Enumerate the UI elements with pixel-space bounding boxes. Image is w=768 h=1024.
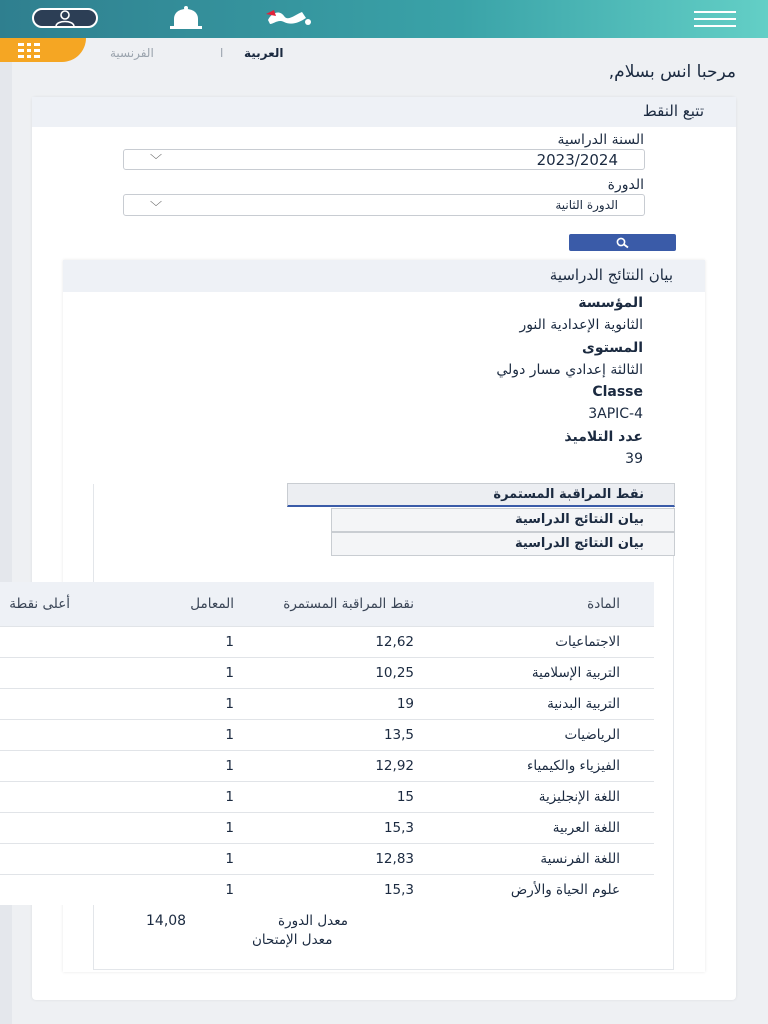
note-cell: 12,62 — [234, 627, 414, 658]
session-select[interactable] — [123, 194, 645, 216]
coefficient-cell: 1 — [70, 875, 234, 906]
table-row — [0, 751, 654, 782]
lang-french-link[interactable]: الفرنسية — [110, 46, 154, 60]
note-cell: 15,3 — [234, 813, 414, 844]
note-cell: 10,25 — [234, 658, 414, 689]
header-coefficient: المعامل — [70, 582, 234, 627]
note-cell: 12,92 — [234, 751, 414, 782]
top-bar — [0, 0, 768, 38]
grades-table — [0, 582, 654, 905]
table-row — [0, 782, 654, 813]
table-row — [0, 627, 654, 658]
coefficient-cell: 1 — [70, 751, 234, 782]
institution-label: المؤسسة — [578, 295, 643, 311]
subject-cell: اللغة العربية — [414, 813, 654, 844]
results-title: بيان النتائج الدراسية — [549, 266, 673, 284]
year-label: السنة الدراسية — [557, 132, 644, 148]
tab-continuous-assessment[interactable]: نقط المراقبة المستمرة — [287, 483, 675, 507]
institution-value: الثانوية الإعدادية النور — [519, 317, 643, 333]
level-value: الثالثة إعدادي مسار دولي — [496, 362, 643, 378]
results-header — [63, 260, 705, 292]
coefficient-cell: 1 — [70, 658, 234, 689]
table-row — [0, 689, 654, 720]
subject-cell: الاجتماعيات — [414, 627, 654, 658]
table-row — [0, 658, 654, 689]
language-switcher — [110, 46, 330, 64]
header-continuous-note: نقط المراقبة المستمرة — [234, 582, 414, 627]
note-cell: 19 — [234, 689, 414, 720]
class-label: Classe — [592, 384, 643, 400]
tab-results-statement-1[interactable]: بيان النتائج الدراسية — [331, 508, 675, 532]
coefficient-cell: 1 — [70, 689, 234, 720]
search-button[interactable] — [569, 234, 676, 251]
table-row — [0, 813, 654, 844]
table-row — [0, 720, 654, 751]
coefficient-cell: 1 — [70, 627, 234, 658]
year-value: 2023/2024 — [536, 151, 618, 169]
panel-title: تتبع النقط — [642, 102, 704, 120]
note-cell: 12,83 — [234, 844, 414, 875]
subject-cell: اللغة الإنجليزية — [414, 782, 654, 813]
subject-cell: التربية الإسلامية — [414, 658, 654, 689]
subject-cell: اللغة الفرنسية — [414, 844, 654, 875]
subject-cell: التربية البدنية — [414, 689, 654, 720]
side-toggle-tab[interactable] — [0, 38, 86, 62]
table-row — [0, 875, 654, 906]
table-header-row — [0, 582, 654, 627]
year-select[interactable] — [123, 149, 645, 170]
session-value: الدورة الثانية — [555, 198, 618, 212]
coefficient-cell: 1 — [70, 720, 234, 751]
note-cell: 15 — [234, 782, 414, 813]
table-row — [0, 844, 654, 875]
note-cell: 13,5 — [234, 720, 414, 751]
note-cell: 15,3 — [234, 875, 414, 906]
chevron-down-icon: ﹀ — [150, 200, 163, 214]
lang-separator: ا — [220, 46, 224, 60]
subject-cell: علوم الحياة والأرض — [414, 875, 654, 906]
subject-cell: الفيزياء والكيمياء — [414, 751, 654, 782]
chevron-down-icon: ﹀ — [150, 153, 163, 167]
exam-average-label: معدل الإمتحان — [252, 932, 333, 948]
header-subject: المادة — [414, 582, 654, 627]
hamburger-menu-icon[interactable] — [694, 11, 736, 27]
level-label: المستوى — [581, 340, 643, 356]
greeting-text: مرحبا انس بسلام, — [608, 62, 736, 82]
bell-icon — [162, 5, 210, 31]
grid-icon — [16, 41, 42, 59]
logo-icon — [262, 6, 316, 30]
lang-arabic-link[interactable]: العربية — [244, 46, 284, 60]
session-label: الدورة — [607, 177, 644, 193]
panel-header — [32, 97, 736, 127]
app-logo — [262, 6, 316, 30]
subject-cell: الرياضيات — [414, 720, 654, 751]
students-label: عدد التلاميذ — [564, 429, 643, 445]
students-value: 39 — [625, 451, 643, 467]
user-icon — [52, 10, 78, 26]
coefficient-cell: 1 — [70, 813, 234, 844]
user-profile-button[interactable] — [32, 8, 98, 28]
notifications-button[interactable] — [162, 5, 210, 31]
coefficient-cell: 1 — [70, 782, 234, 813]
coefficient-cell: 1 — [70, 844, 234, 875]
tab-results-statement-2[interactable]: بيان النتائج الدراسية — [331, 532, 675, 556]
class-value: 3APIC-4 — [588, 406, 643, 422]
session-average-label: معدل الدورة — [278, 913, 348, 929]
session-average-value: 14,08 — [146, 913, 187, 929]
search-icon — [615, 237, 631, 249]
header-max-score: أعلى نقطة — [0, 582, 70, 627]
